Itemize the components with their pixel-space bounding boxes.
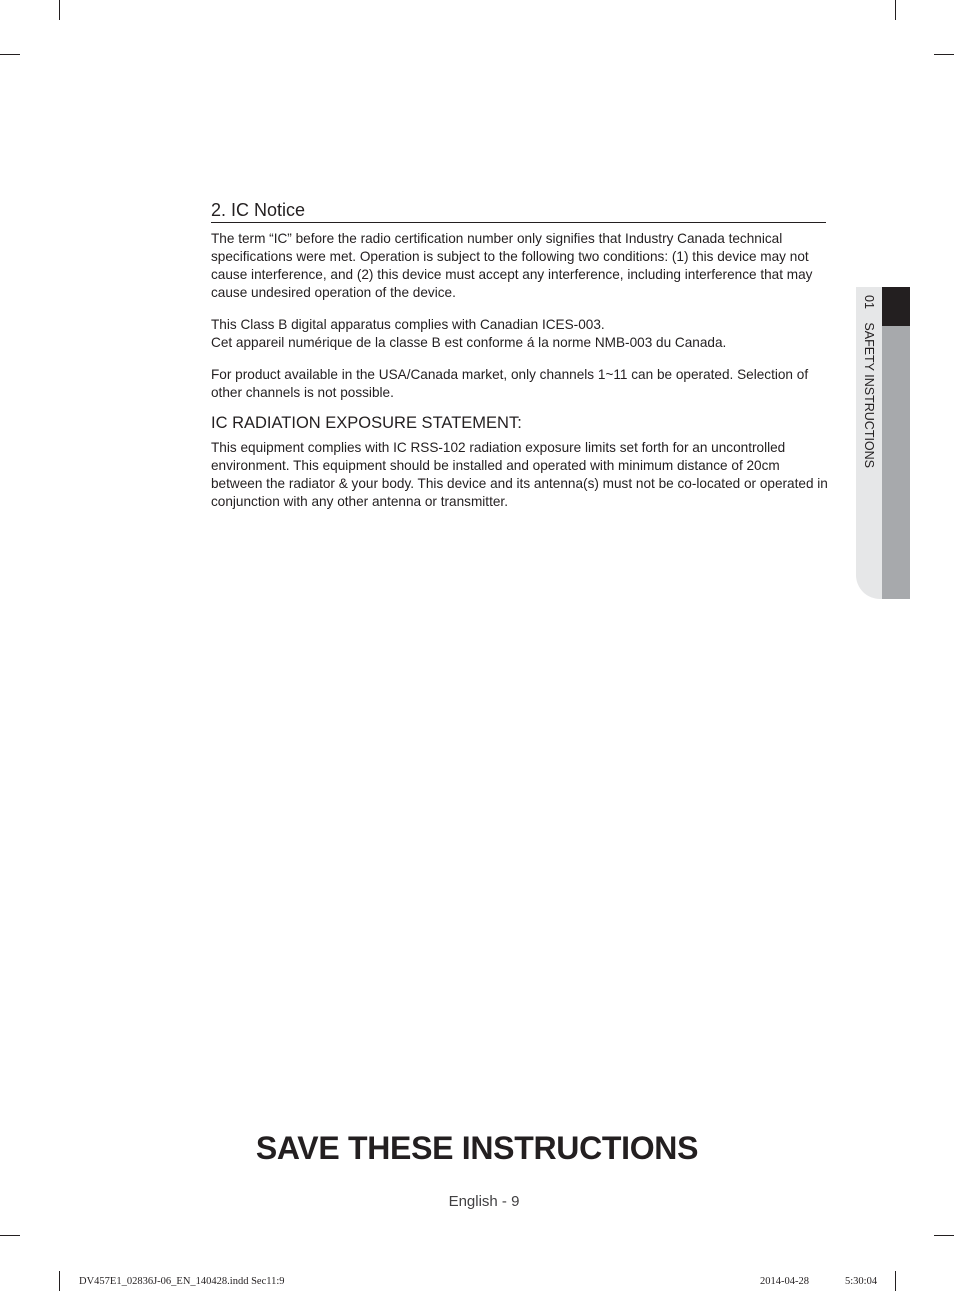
nmb-compliance-text: Cet appareil numérique de la classe B est conforme á la norme NMB-003 du Canada.: [211, 335, 727, 350]
save-instructions-banner: SAVE THESE INSTRUCTIONS: [255, 1130, 699, 1166]
tab-edge: [882, 326, 910, 599]
crop-mark: [895, 1271, 896, 1291]
section-heading: 2. IC Notice: [211, 199, 826, 223]
crop-mark: [59, 0, 60, 20]
crop-mark: [934, 54, 954, 55]
crop-mark: [0, 54, 20, 55]
crop-mark: [0, 1235, 20, 1236]
slug-date: 2014-04-28: [760, 1276, 809, 1287]
slug-time: 5:30:04: [845, 1276, 878, 1287]
chapter-title: SAFETY INSTRUCTIONS: [862, 322, 876, 469]
ic-notice-paragraph: The term “IC” before the radio certification number only signifies that Industry Canada technical specifications were met. Operation is subject to the following two conditions: (1) this device may not cause interference, and (2) this device must accept any interference, including interference that may cause undesired operation of the device.: [211, 231, 813, 300]
slug-filename: DV457E1_02836J-06_EN_140428.indd Sec11:9: [79, 1276, 285, 1287]
crop-mark: [934, 1235, 954, 1236]
page-number: English - 9: [448, 1193, 520, 1210]
radiation-paragraph: This equipment complies with IC RSS-102 radiation exposure limits set forth for an uncontrolled environment. This equipment should be installed and operated with minimum distance of 20cm between the radiator & your body. This device and its antenna(s) must not be co-located or operated in conjunction with any other antenna or transmitter.: [211, 440, 828, 509]
channels-paragraph: For product available in the USA/Canada market, only channels 1~11 can be operated. Selection of other channels is not possible.: [211, 367, 809, 400]
chapter-side-tab: [856, 287, 910, 599]
radiation-heading: IC RADIATION EXPOSURE STATEMENT:: [211, 414, 522, 432]
ices-compliance-text: This Class B digital apparatus complies with Canadian ICES-003.: [211, 317, 605, 332]
crop-mark: [59, 1271, 60, 1291]
chapter-label: [860, 295, 878, 495]
crop-mark: [895, 0, 896, 20]
tab-marker: [882, 287, 910, 326]
chapter-number: 01: [862, 295, 876, 309]
